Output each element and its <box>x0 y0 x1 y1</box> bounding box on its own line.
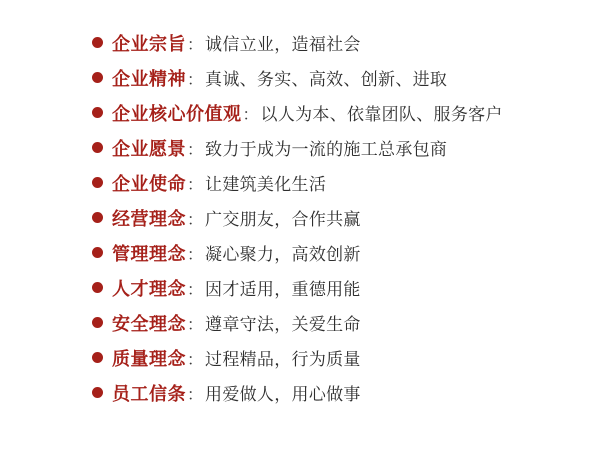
item-value: 让建筑美化生活 <box>205 175 327 195</box>
bullet-icon <box>92 317 103 328</box>
bullet-icon <box>92 107 103 118</box>
item-separator: ： <box>187 315 204 334</box>
item-term: 人才理念 <box>112 279 186 300</box>
bullet-icon <box>92 142 103 153</box>
bullet-icon <box>92 177 103 188</box>
item-term: 经营理念 <box>112 209 186 230</box>
item-term: 质量理念 <box>112 349 186 370</box>
item-separator: ： <box>187 35 204 54</box>
item-value: 用爱做人，用心做事 <box>205 385 361 405</box>
list-item <box>92 275 582 301</box>
item-separator: ： <box>187 385 204 404</box>
item-term: 安全理念 <box>112 314 186 335</box>
list-item <box>92 30 582 56</box>
bullet-icon <box>92 352 103 363</box>
list-item <box>92 100 582 126</box>
list-item <box>92 380 582 406</box>
item-separator: ： <box>187 350 204 369</box>
item-term: 企业愿景 <box>112 139 186 160</box>
item-value: 凝心聚力，高效创新 <box>205 245 361 265</box>
item-value: 广交朋友，合作共赢 <box>205 210 361 230</box>
item-value: 遵章守法，关爱生命 <box>205 315 361 335</box>
item-value: 诚信立业，造福社会 <box>205 35 361 55</box>
item-separator: ： <box>187 70 204 89</box>
bullet-icon <box>92 37 103 48</box>
item-separator: ： <box>187 175 204 194</box>
bullet-icon <box>92 212 103 223</box>
item-separator: ： <box>187 280 204 299</box>
item-separator: ： <box>242 105 259 124</box>
item-separator: ： <box>187 140 204 159</box>
item-value: 真诚、务实、高效、创新、进取 <box>205 70 448 90</box>
item-term: 员工信条 <box>112 384 186 405</box>
list-item <box>92 310 582 336</box>
list-item <box>92 65 582 91</box>
item-value: 以人为本、依靠团队、服务客户 <box>260 105 503 125</box>
bullet-icon <box>92 282 103 293</box>
item-separator: ： <box>187 210 204 229</box>
item-value: 致力于成为一流的施工总承包商 <box>205 140 448 160</box>
item-term: 管理理念 <box>112 244 186 265</box>
item-term: 企业宗旨 <box>112 34 186 55</box>
item-value: 因才适用，重德用能 <box>205 280 361 300</box>
item-separator: ： <box>187 245 204 264</box>
list-item <box>92 345 582 371</box>
bullet-icon <box>92 72 103 83</box>
item-value: 过程精品，行为质量 <box>205 350 361 370</box>
list-item <box>92 240 582 266</box>
bullet-icon <box>92 387 103 398</box>
item-term: 企业核心价值观 <box>112 104 242 125</box>
bullet-icon <box>92 247 103 258</box>
item-term: 企业使命 <box>112 174 186 195</box>
list-item <box>92 135 582 161</box>
list-item <box>92 170 582 196</box>
list-item <box>92 205 582 231</box>
item-term: 企业精神 <box>112 69 186 90</box>
